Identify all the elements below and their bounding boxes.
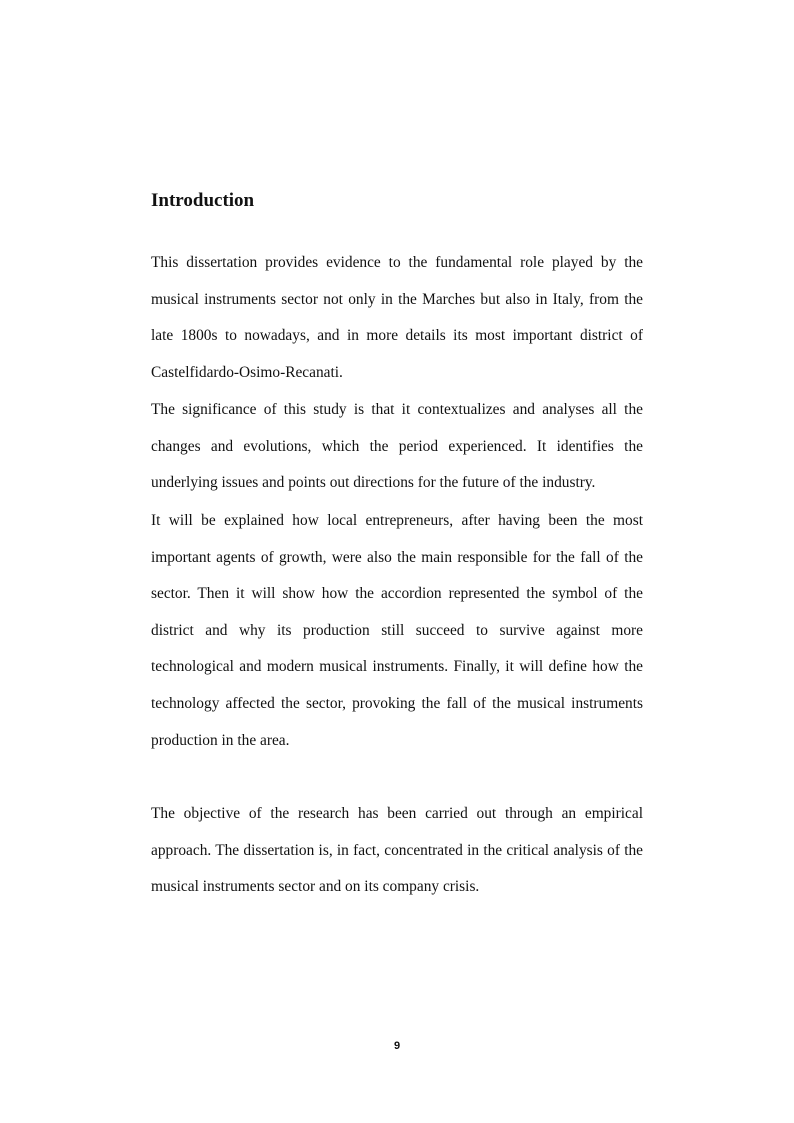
paragraph-3: It will be explained how local entrepreneurs, after having been the most important agents of growth, were also the main responsible for the fall of the sector. Then it will show how the accordion represented the symbol of the district and why its production still succeed to survive against more technological and modern musical instruments. Finally, it will define how the technology affected the sector, provoking the fall of the musical instruments production in the area. (151, 512, 643, 749)
paragraph-4: The objective of the research has been carried out through an empirical approach. The dissertation is, in fact, concentrated in the critical analysis of the musical instruments sector and on its company crisis. (151, 805, 643, 896)
paragraph-2: The significance of this study is that it contextualizes and analyses all the changes and evolutions, which the period experienced. It identifies the underlying issues and points out directions for the future of the industry. (151, 401, 643, 492)
paragraph-1: This dissertation provides evidence to the fundamental role played by the musical instruments sector not only in the Marches but also in Italy, from the late 1800s to nowadays, and in more details its most important district of Castelfidardo-Osimo-Recanati. (151, 254, 643, 381)
page-number: 9 (393, 1040, 401, 1052)
section-heading: Introduction (151, 190, 255, 211)
